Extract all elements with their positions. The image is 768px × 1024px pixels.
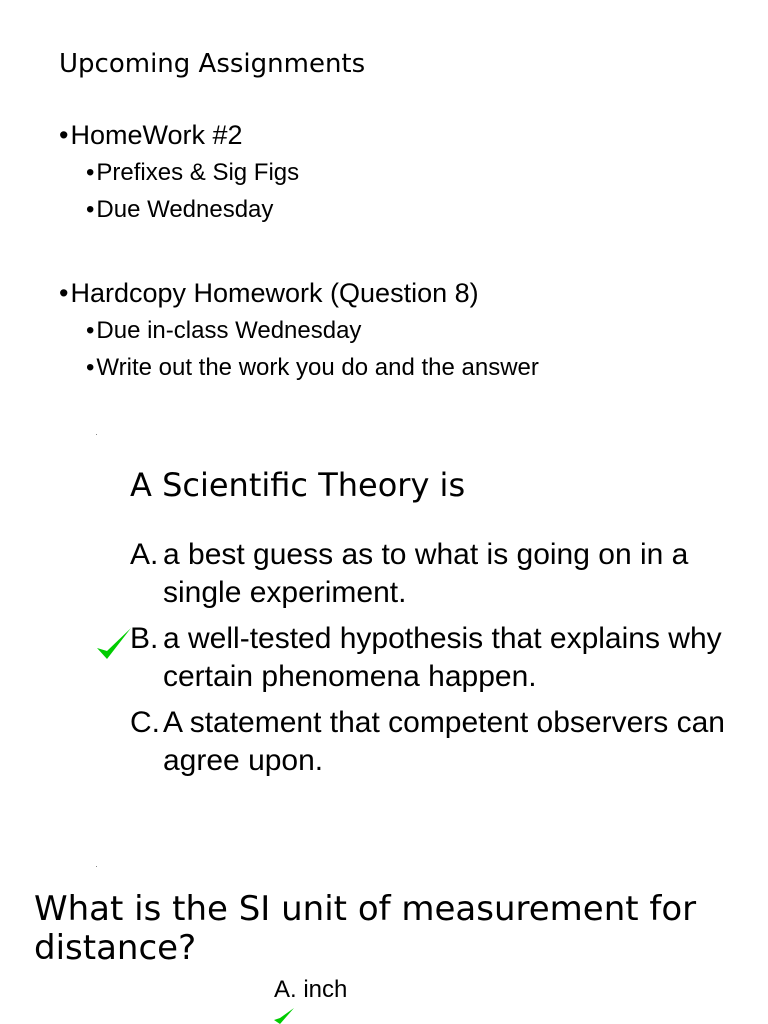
question-title: What is the SI unit of measurement for distance? xyxy=(34,889,697,968)
list-item-label: Hardcopy Homework (Question 8) xyxy=(70,278,479,308)
option-text: A statement that competent observers can agree upon. xyxy=(163,706,725,777)
list-item-label: HomeWork #2 xyxy=(70,120,243,150)
bullet-glyph: • xyxy=(86,196,95,223)
slide-upcoming-assignments xyxy=(0,0,768,430)
option-text: a best guess as to what is going on in a single experiment. xyxy=(163,538,689,609)
answer-option-a: A. inch xyxy=(274,976,348,1003)
slide-si-unit xyxy=(0,860,768,1024)
sub-list-item xyxy=(86,353,539,383)
option-letter: C. xyxy=(130,706,160,739)
question-title: A Scientific Theory is xyxy=(130,466,466,504)
sub-list-item-label: Due in-class Wednesday xyxy=(96,317,362,344)
slide-corner-mark xyxy=(96,434,97,435)
sub-list-item-label: Prefixes & Sig Figs xyxy=(96,159,300,186)
list-item xyxy=(59,277,479,309)
sub-list-item-label: Due Wednesday xyxy=(96,196,274,223)
list-item xyxy=(59,119,243,151)
option-letter: B. xyxy=(130,622,159,655)
option-letter: A. xyxy=(130,538,159,571)
sub-list-item xyxy=(86,195,273,225)
bullet-glyph: • xyxy=(59,278,69,308)
bullet-glyph: • xyxy=(86,354,95,381)
slide-scientific-theory xyxy=(0,430,768,860)
checkmark-icon xyxy=(272,1008,298,1024)
sub-list-item xyxy=(86,158,299,188)
slide-title: Upcoming Assignments xyxy=(59,49,366,79)
bullet-glyph: • xyxy=(86,159,95,186)
sub-list-item-label: Write out the work you do and the answer xyxy=(96,354,539,381)
bullet-glyph: • xyxy=(59,120,69,150)
option-text: a well-tested hypothesis that explains why certain phenomena happen. xyxy=(163,622,722,693)
slide-corner-mark xyxy=(96,866,97,867)
bullet-glyph: • xyxy=(86,317,95,344)
sub-list-item xyxy=(86,316,361,346)
checkmark-icon xyxy=(95,626,133,662)
